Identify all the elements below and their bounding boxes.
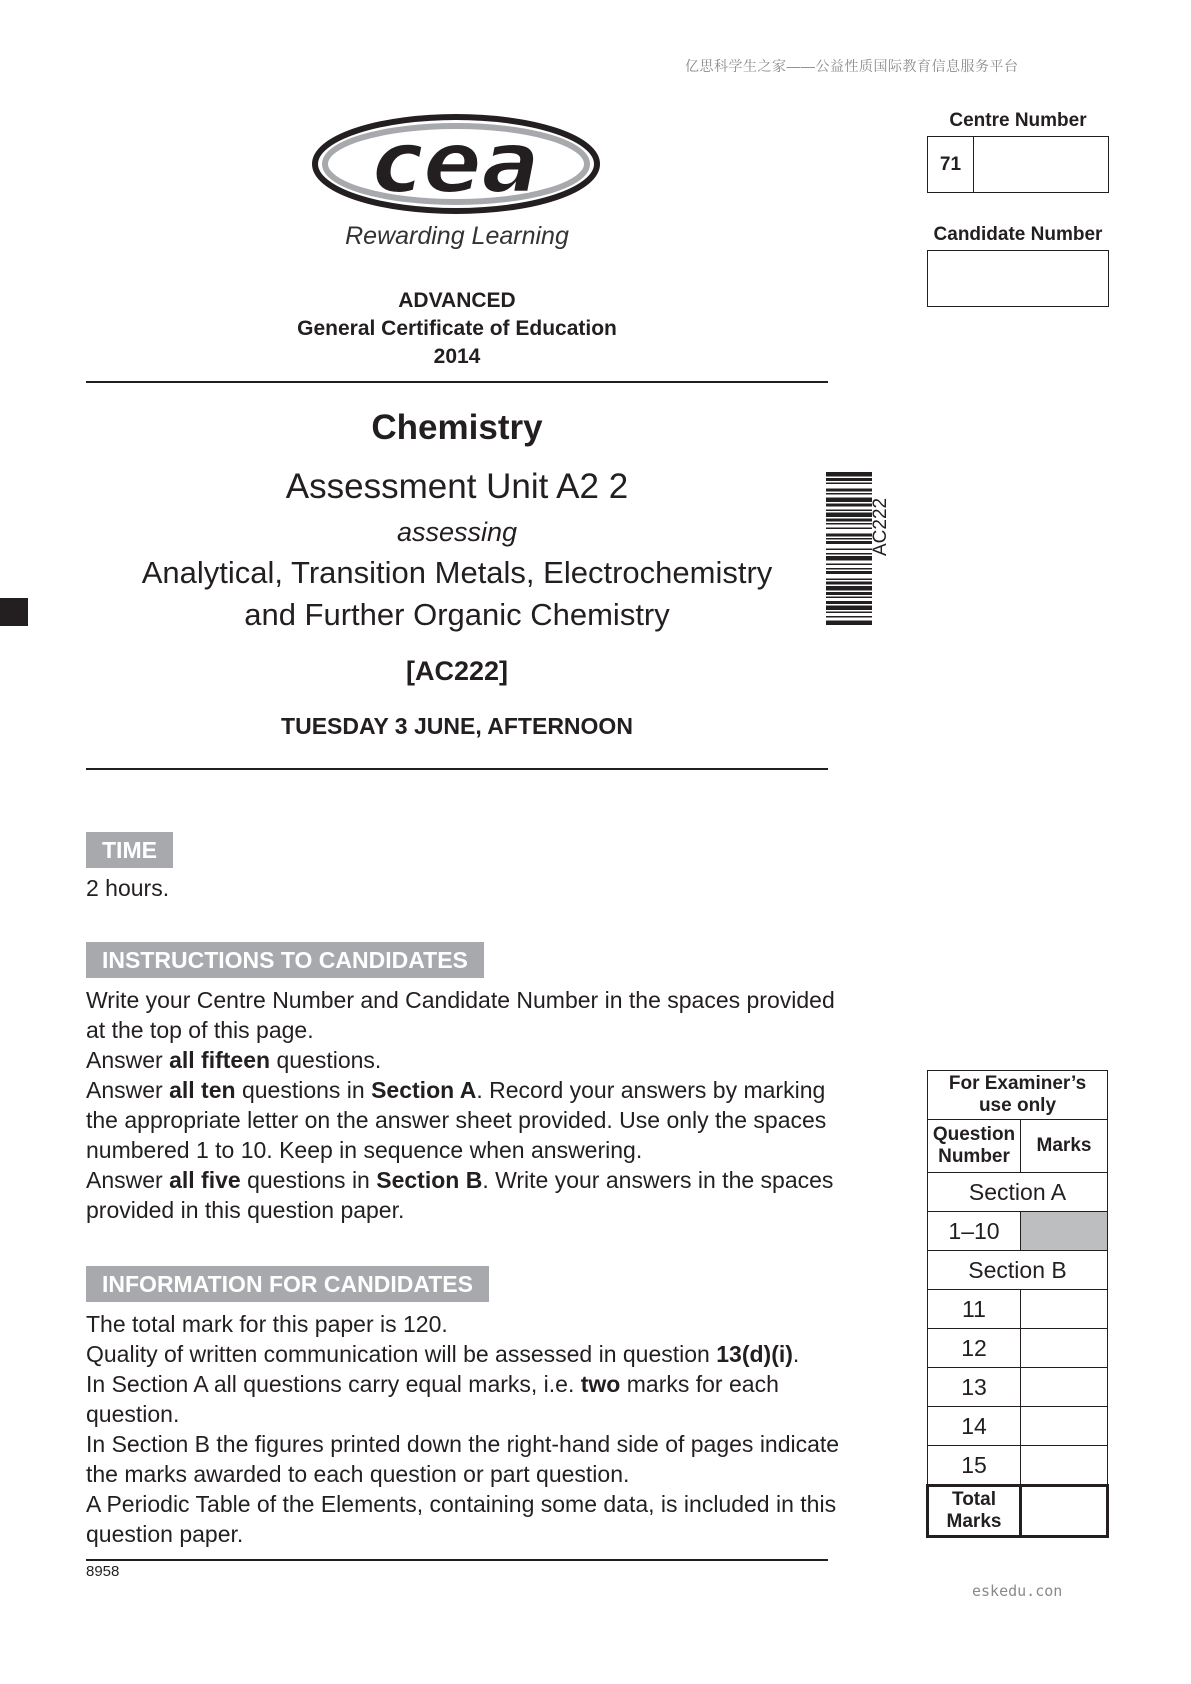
candidate-number-field[interactable]: [927, 250, 1109, 307]
registration-mark: [0, 598, 28, 626]
barcode-bar: [826, 510, 872, 512]
examiner-table-header: For Examiner’s use only: [928, 1071, 1108, 1120]
barcode-bar: [826, 549, 872, 551]
instructions-heading: INSTRUCTIONS TO CANDIDATES: [86, 942, 484, 978]
watermark-bottom: eskedu.con: [972, 1582, 1063, 1600]
question-cell: 11: [928, 1290, 1021, 1329]
barcode-bar: [826, 478, 872, 481]
exam-date: TUESDAY 3 JUNE, AFTERNOON: [281, 713, 633, 739]
barcode-bar: [826, 621, 872, 626]
divider-bottom: [86, 1559, 828, 1561]
question-cell: 14: [928, 1407, 1021, 1446]
total-marks-label: Total Marks: [928, 1486, 1021, 1537]
information-line: A Periodic Table of the Elements, containing some data, is included in this: [86, 1491, 837, 1517]
barcode-bar: [826, 601, 872, 604]
footer-code: 8958: [86, 1563, 120, 1580]
barcode-bar: [826, 586, 872, 591]
watermark-top: 亿思科学生之家——公益性质国际教育信息服务平台: [685, 58, 1019, 74]
question-cell: 12: [928, 1329, 1021, 1368]
instructions-line: the appropriate letter on the answer sheet provided. Use only the spaces: [86, 1107, 827, 1133]
assessing-label: assessing: [396, 517, 518, 547]
subject-title: Chemistry: [371, 408, 543, 447]
centre-number-field[interactable]: [927, 136, 1109, 193]
barcode-bar: [826, 579, 872, 581]
barcode-bar: [826, 513, 872, 518]
centre-number-prefix: 71: [928, 137, 974, 192]
barcode-bar: [826, 534, 872, 537]
section-b-label: Section B: [928, 1251, 1108, 1290]
barcode-bar: [826, 597, 872, 599]
barcode-bar: [826, 541, 872, 544]
information-line: question paper.: [86, 1521, 244, 1547]
barcode-bar: [826, 493, 872, 495]
information-line: the marks awarded to each question or part question.: [86, 1461, 630, 1487]
marks-header: Marks: [1021, 1120, 1108, 1173]
marks-cell[interactable]: [1021, 1446, 1108, 1486]
qualification-year: 2014: [433, 345, 481, 368]
barcode-bar: [826, 556, 872, 561]
qualification-name: General Certificate of Education: [297, 317, 617, 340]
information-line: Quality of written communication will be assessed in question 13(d)(i).: [86, 1341, 800, 1367]
instructions-line: at the top of this page.: [86, 1017, 314, 1043]
barcode-label: AC222: [870, 497, 891, 556]
marks-cell-shaded: [1021, 1212, 1108, 1251]
time-text: 2 hours.: [86, 875, 170, 901]
information-text: [86, 1309, 886, 1549]
information-heading: INFORMATION FOR CANDIDATES: [86, 1266, 489, 1302]
qualification-level: ADVANCED: [398, 289, 516, 312]
time-heading: TIME: [86, 832, 173, 868]
barcode-bar: [826, 498, 872, 503]
section-a-label: Section A: [928, 1173, 1108, 1212]
question-number-header: Question Number: [928, 1120, 1021, 1173]
information-line: The total mark for this paper is 120.: [86, 1311, 448, 1337]
barcode-bar: [826, 483, 872, 485]
divider-top: [86, 381, 828, 383]
marks-cell[interactable]: [1021, 1407, 1108, 1446]
topics-line-2: and Further Organic Chemistry: [244, 597, 670, 632]
instructions-line: provided in this question paper.: [86, 1197, 405, 1223]
instructions-line: Answer all five questions in Section B. Write your answers in the spaces: [86, 1167, 834, 1193]
barcode-bar: [826, 504, 872, 507]
barcode-bar: [826, 553, 872, 555]
cea-logo: [310, 112, 602, 216]
barcode-bar: [826, 528, 872, 530]
paper-code: [AC222]: [405, 656, 509, 686]
divider-middle: [86, 768, 828, 770]
marks-cell[interactable]: [1021, 1329, 1108, 1368]
centre-number-label: Centre Number: [949, 110, 1087, 131]
logo-tagline: Rewarding Learning: [345, 222, 569, 250]
barcode-bar: [826, 582, 872, 585]
barcode-bar: [826, 538, 872, 540]
information-line: In Section A all questions carry equal marks, i.e. two marks for each: [86, 1371, 779, 1397]
question-cell: 1–10: [928, 1212, 1021, 1251]
barcode-bar: [826, 616, 872, 618]
barcode-bar: [826, 523, 872, 525]
barcode-bar: [826, 568, 872, 570]
barcode: [826, 472, 872, 680]
question-cell: 13: [928, 1368, 1021, 1407]
barcode-bar: [826, 592, 872, 595]
total-marks-cell[interactable]: [1021, 1486, 1108, 1537]
barcode-bar: [826, 564, 872, 566]
instructions-line: Answer all ten questions in Section A. Record your answers by marking: [86, 1077, 826, 1103]
barcode-bar: [826, 489, 872, 492]
information-line: In Section B the figures printed down the right-hand side of pages indicate: [86, 1431, 840, 1457]
examiner-table: [926, 1070, 1109, 1538]
barcode-bar: [826, 472, 872, 477]
unit-title: Assessment Unit A2 2: [285, 467, 629, 506]
barcode-bar: [826, 606, 872, 611]
instructions-line: Answer all fifteen questions.: [86, 1047, 382, 1073]
instructions-line: numbered 1 to 10. Keep in sequence when answering.: [86, 1137, 643, 1163]
information-line: question.: [86, 1401, 180, 1427]
logo-text: cea: [372, 113, 540, 213]
barcode-bar: [826, 612, 872, 614]
barcode-bar: [826, 571, 872, 574]
marks-cell[interactable]: [1021, 1290, 1108, 1329]
barcode-bar: [826, 519, 872, 522]
question-cell: 15: [928, 1446, 1021, 1486]
candidate-number-label: Candidate Number: [933, 224, 1103, 245]
marks-cell[interactable]: [1021, 1368, 1108, 1407]
topics-line-1: Analytical, Transition Metals, Electrochemistry: [141, 555, 773, 590]
instructions-text: [86, 985, 886, 1225]
instructions-line: Write your Centre Number and Candidate Number in the spaces provided: [86, 987, 835, 1013]
